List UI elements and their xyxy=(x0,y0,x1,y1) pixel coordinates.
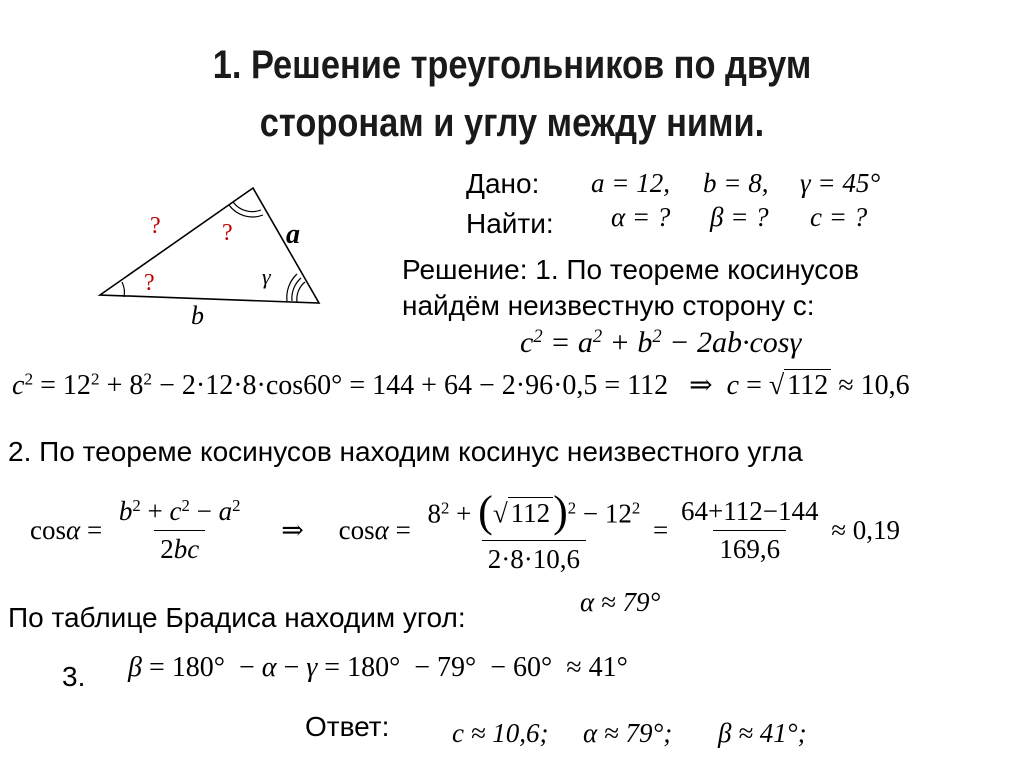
question-mark-inner: ? xyxy=(222,220,233,246)
side-b-label: b xyxy=(191,301,204,328)
find-alpha: α = ? xyxy=(611,202,671,232)
angle-arc-left xyxy=(122,282,124,297)
given-gamma: γ = 45° xyxy=(800,168,881,198)
triangle-figure xyxy=(95,178,335,328)
angle-arc-top-1 xyxy=(233,202,261,212)
side-a-label: a xyxy=(286,219,300,250)
answer-c: c ≈ 10,6; xyxy=(452,718,549,748)
alpha-result: α ≈ 79° xyxy=(580,587,661,617)
slide-title-line2: сторонам и углу между ними. xyxy=(259,101,765,145)
given-label: Дано: xyxy=(466,168,540,199)
question-mark-left: ? xyxy=(144,270,155,296)
given-a: a = 12, xyxy=(591,168,670,198)
law-of-cosines-formula: $c^2 = a^2 + b^2 - 2ab\cdot\cos\gamma$ xyxy=(520,325,802,359)
bradis-text: По таблице Брадиса находим угол: xyxy=(8,602,466,633)
find-beta: β = ? xyxy=(710,202,769,232)
calc-line: $c^2 = 12^2 + 8^2 - 2\cdot 12\cdot 8\cdot\cos 60^\circ = 144 + 64 - 2\cdot 96\cdot 0,5 = 112$ ⇒ c = √ 112 ≈ 10,6 xyxy=(12,369,910,401)
find-c: c = ? xyxy=(810,202,868,232)
answer-beta: β ≈ 41°; xyxy=(718,718,807,748)
step3-formula: β = 180° − α − γ = 180° − 79° − 60° ≈ 41° xyxy=(128,652,628,683)
step2-text: 2. По теореме косинусов находим косинус неизвестного угла xyxy=(8,436,803,467)
slide-title-line1: 1. Решение треугольников по двум xyxy=(212,43,812,87)
angle-arc-right-1 xyxy=(297,282,305,302)
step2-formula: cosα = $\frac{b^2 + c^2 - a^2}{2bc}$ ⇒ cosα = $\frac{8^2 + (√ 112)^2 - 12^2}{2\cdot 8\cdot 10,6}$ = $\frac{64+112-144}{169,6}$ ≈ 0,19 xyxy=(30,487,901,574)
solution-line2: найдём неизвестную сторону с: xyxy=(402,290,815,321)
angle-gamma-label: γ xyxy=(262,264,271,289)
step3-label: 3. xyxy=(62,661,86,692)
find-label: Найти: xyxy=(466,208,554,239)
solution-line1: Решение: 1. По теореме косинусов xyxy=(402,254,859,285)
answer-label: Ответ: xyxy=(305,711,390,742)
question-mark-top: ? xyxy=(150,213,161,239)
answer-alpha: α ≈ 79°; xyxy=(583,718,673,748)
given-b: b = 8, xyxy=(703,168,769,198)
